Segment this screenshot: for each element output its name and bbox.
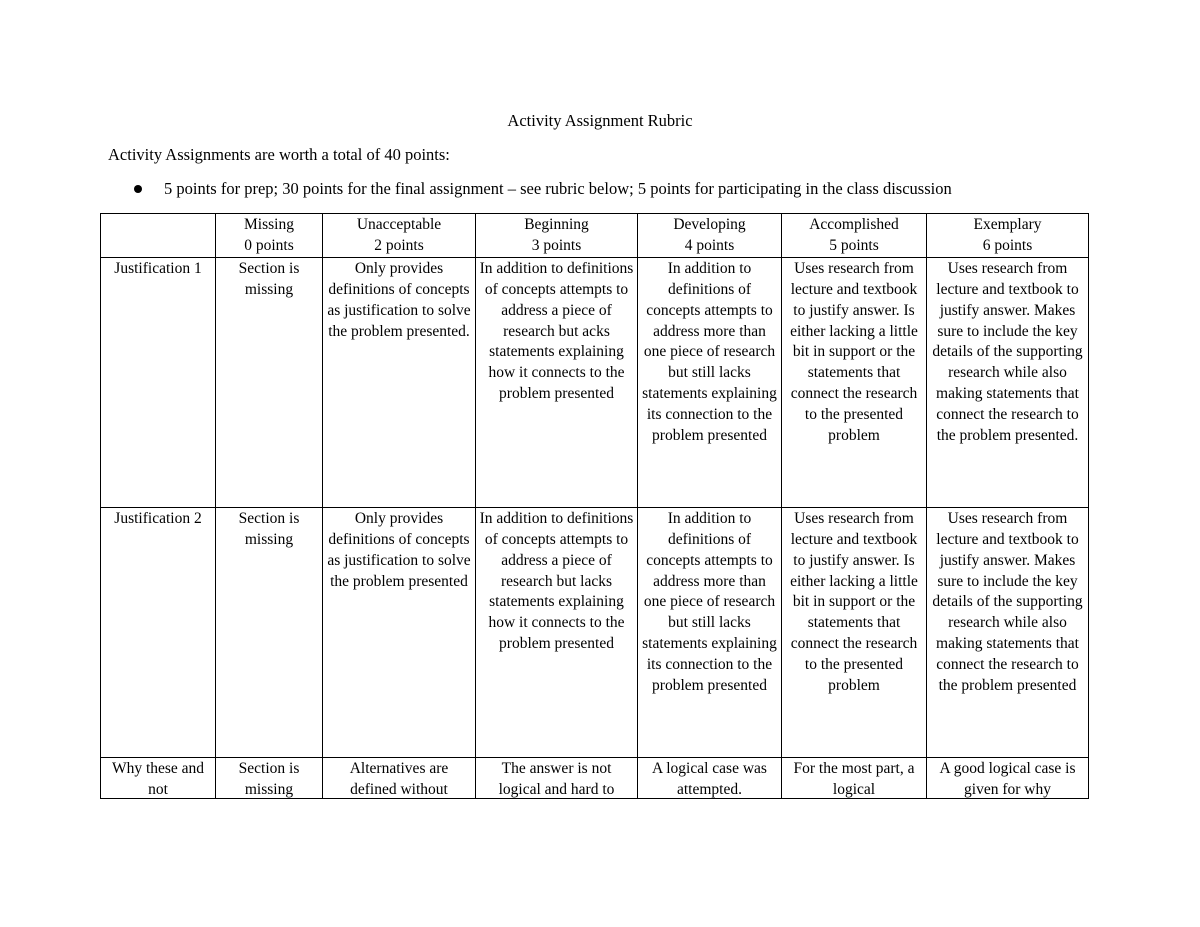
rubric-cell: In addition to definitions of concepts attempts to address a piece of research but acks statements explaining how it connects to the problem presented xyxy=(476,257,638,507)
intro-text: Activity Assignments are worth a total of 40 points: xyxy=(108,145,450,164)
table-row xyxy=(101,257,1089,507)
level-points: 4 points xyxy=(684,236,735,254)
header-cell xyxy=(782,214,927,258)
header-cell xyxy=(323,214,476,258)
rubric-table xyxy=(100,213,1089,799)
criterion-cell: Justification 1 xyxy=(101,257,216,507)
bullet-icon xyxy=(134,185,142,193)
header-cell xyxy=(216,214,323,258)
cell-text: Section is missing xyxy=(238,759,300,798)
level-name: Exemplary xyxy=(973,216,1042,233)
criterion-cell: Justification 2 xyxy=(101,507,216,757)
rubric-cell xyxy=(476,757,638,798)
rubric-cell: Section is missing xyxy=(216,257,323,507)
level-name: Developing xyxy=(673,216,746,233)
rubric-cell: Uses research from lecture and textbook to justify answer. Is either lacking a little bit in support or the statements that connect the research to the presented problem xyxy=(782,257,927,507)
level-name: Accomplished xyxy=(809,216,899,233)
level-name: Missing xyxy=(244,216,294,233)
level-name: Beginning xyxy=(524,216,589,233)
document-title: Activity Assignment Rubric xyxy=(507,111,693,130)
cell-text: A logical case was attempted. xyxy=(652,759,767,798)
cell-text: A good logical case is given for why xyxy=(939,759,1076,798)
level-points: 3 points xyxy=(531,236,582,254)
header-cell-empty xyxy=(101,214,216,258)
level-name: Unacceptable xyxy=(356,216,442,233)
rubric-cell: Uses research from lecture and textbook to justify answer. Makes sure to include the key details of the supporting research while also making statements that connect the research to the problem presented xyxy=(927,507,1089,757)
level-points: 0 points xyxy=(244,236,294,254)
header-cell xyxy=(927,214,1089,258)
level-points: 5 points xyxy=(829,236,879,254)
rubric-cell: Uses research from lecture and textbook to justify answer. Is either lacking a little bit in support or the statements that connect the research to the presented problem xyxy=(782,507,927,757)
rubric-cell: Only provides definitions of concepts as justification to solve the problem presented xyxy=(323,507,476,757)
table-row xyxy=(101,507,1089,757)
header-cell xyxy=(638,214,782,258)
cell-text: For the most part, a logical xyxy=(793,759,915,798)
rubric-cell: In addition to definitions of concepts attempts to address a piece of research but lacks statements explaining how it connects to the problem presented xyxy=(476,507,638,757)
rubric-cell: Only provides definitions of concepts as justification to solve the problem presented. xyxy=(323,257,476,507)
rubric-cell xyxy=(638,757,782,798)
rubric-cell: Uses research from lecture and textbook to justify answer. Makes sure to include the key details of the supporting research while also making statements that connect the research to the problem presented. xyxy=(927,257,1089,507)
criterion-cell xyxy=(101,757,216,798)
cell-text: Alternatives are defined without xyxy=(349,759,449,798)
table-header-row xyxy=(101,214,1089,258)
table-row xyxy=(101,757,1089,798)
rubric-cell xyxy=(323,757,476,798)
rubric-cell xyxy=(216,757,323,798)
rubric-cell: In addition to definitions of concepts attempts to address more than one piece of research but still lacks statements explaining its connection to the problem presented xyxy=(638,507,782,757)
rubric-cell xyxy=(782,757,927,798)
header-cell xyxy=(476,214,638,258)
rubric-cell xyxy=(927,757,1089,798)
rubric-cell: In addition to definitions of concepts attempts to address more than one piece of research but still lacks statements explaining its connection to the problem presented xyxy=(638,257,782,507)
level-points: 2 points xyxy=(374,236,424,254)
level-points: 6 points xyxy=(982,236,1033,254)
cell-text: The answer is not logical and hard to xyxy=(498,759,615,798)
cell-text: Why these and not xyxy=(111,759,205,798)
rubric-cell: Section is missing xyxy=(216,507,323,757)
bullet-text: 5 points for prep; 30 points for the final assignment – see rubric below; 5 points for participating in the class discussion xyxy=(164,179,952,198)
